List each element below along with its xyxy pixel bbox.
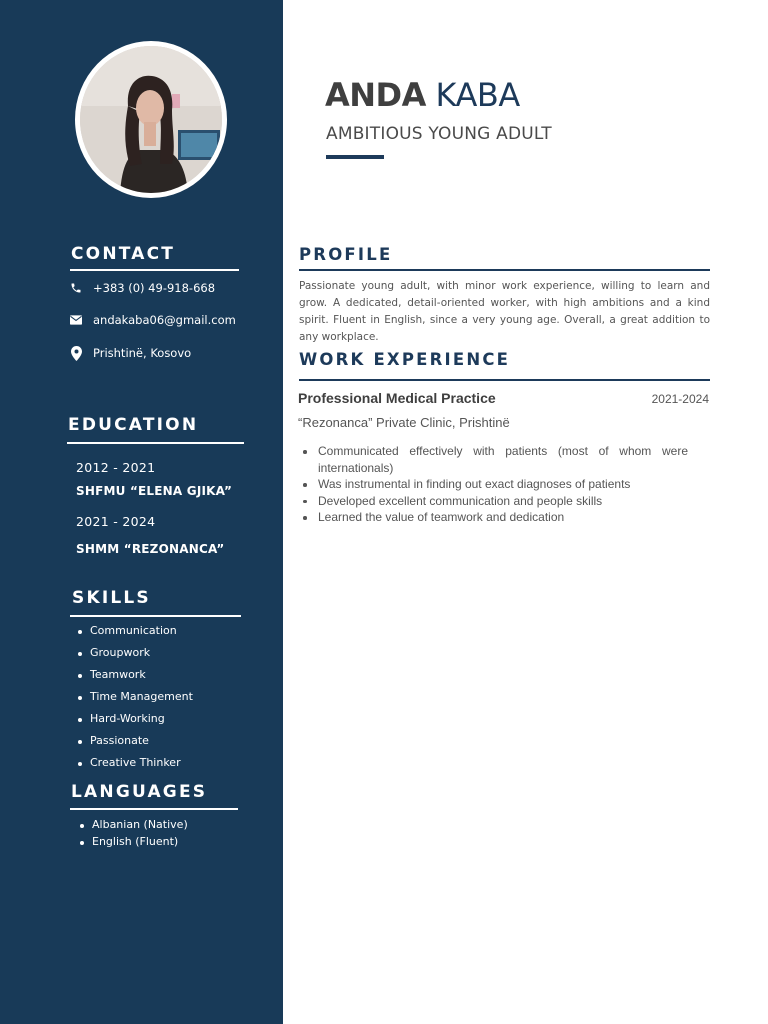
education-heading: EDUCATION — [68, 415, 199, 435]
profile-divider — [299, 269, 710, 271]
person-title: AMBITIOUS YOUNG ADULT — [326, 124, 552, 144]
education-years: 2012 - 2021 — [76, 460, 156, 475]
phone-icon — [70, 281, 82, 295]
contact-location — [70, 346, 191, 360]
skills-divider — [70, 615, 241, 617]
title-accent-bar — [326, 155, 384, 159]
languages-heading: LANGUAGES — [71, 782, 208, 802]
list-item: Hard-Working — [76, 712, 193, 734]
profile-photo — [75, 41, 227, 198]
contact-phone — [70, 281, 215, 295]
education-school: SHMM “REZONANCA” — [76, 542, 225, 556]
languages-list — [78, 818, 188, 851]
list-item: Time Management — [76, 690, 193, 712]
sidebar — [0, 0, 283, 1024]
list-item: Passionate — [76, 734, 193, 756]
work-heading: WORK EXPERIENCE — [299, 350, 511, 369]
education-divider — [67, 442, 244, 444]
list-item: Teamwork — [76, 668, 193, 690]
last-name: KABA — [435, 76, 520, 114]
list-item: Communication — [76, 624, 193, 646]
education-school: SHFMU “ELENA GJIKA” — [76, 484, 233, 498]
job-place: “Rezonanca” Private Clinic, Prishtinë — [298, 415, 510, 430]
person-name — [325, 76, 520, 114]
job-dates: 2021-2024 — [651, 392, 709, 406]
contact-email — [70, 313, 236, 327]
contact-divider — [70, 269, 239, 271]
list-item: Communicated effectively with patients (most of whom were internationals) — [300, 443, 688, 476]
job-duties-list — [300, 443, 688, 526]
mail-icon — [70, 313, 82, 327]
list-item: Groupwork — [76, 646, 193, 668]
first-name: ANDA — [325, 76, 426, 114]
list-item: Learned the value of teamwork and dedication — [300, 509, 688, 526]
phone-text[interactable]: +383 (0) 49-918-668 — [93, 281, 216, 295]
list-item: Creative Thinker — [76, 756, 193, 778]
profile-text: Passionate young adult, with minor work experience, willing to learn and grow. A dedicated, detail-oriented worker, with high ambitions and a kind spirit. Fluent in English, since a very young age. Overall, a great addition to any workplace. — [299, 280, 710, 343]
education-years: 2021 - 2024 — [76, 514, 156, 529]
location-text: Prishtinë, Kosovo — [93, 346, 192, 360]
profile-heading: PROFILE — [299, 245, 393, 264]
contact-heading: CONTACT — [71, 244, 176, 264]
list-item: Albanian (Native) — [78, 818, 188, 835]
job-title: Professional Medical Practice — [298, 390, 496, 406]
skills-heading: SKILLS — [72, 588, 151, 608]
list-item: Was instrumental in finding out exact diagnoses of patients — [300, 476, 688, 493]
list-item: Developed excellent communication and people skills — [300, 493, 688, 510]
work-divider — [299, 379, 710, 381]
skills-list — [76, 624, 193, 778]
list-item: English (Fluent) — [78, 835, 188, 852]
languages-divider — [70, 808, 238, 810]
location-pin-icon — [70, 346, 82, 360]
email-text[interactable]: andakaba06@gmail.com — [93, 313, 236, 327]
